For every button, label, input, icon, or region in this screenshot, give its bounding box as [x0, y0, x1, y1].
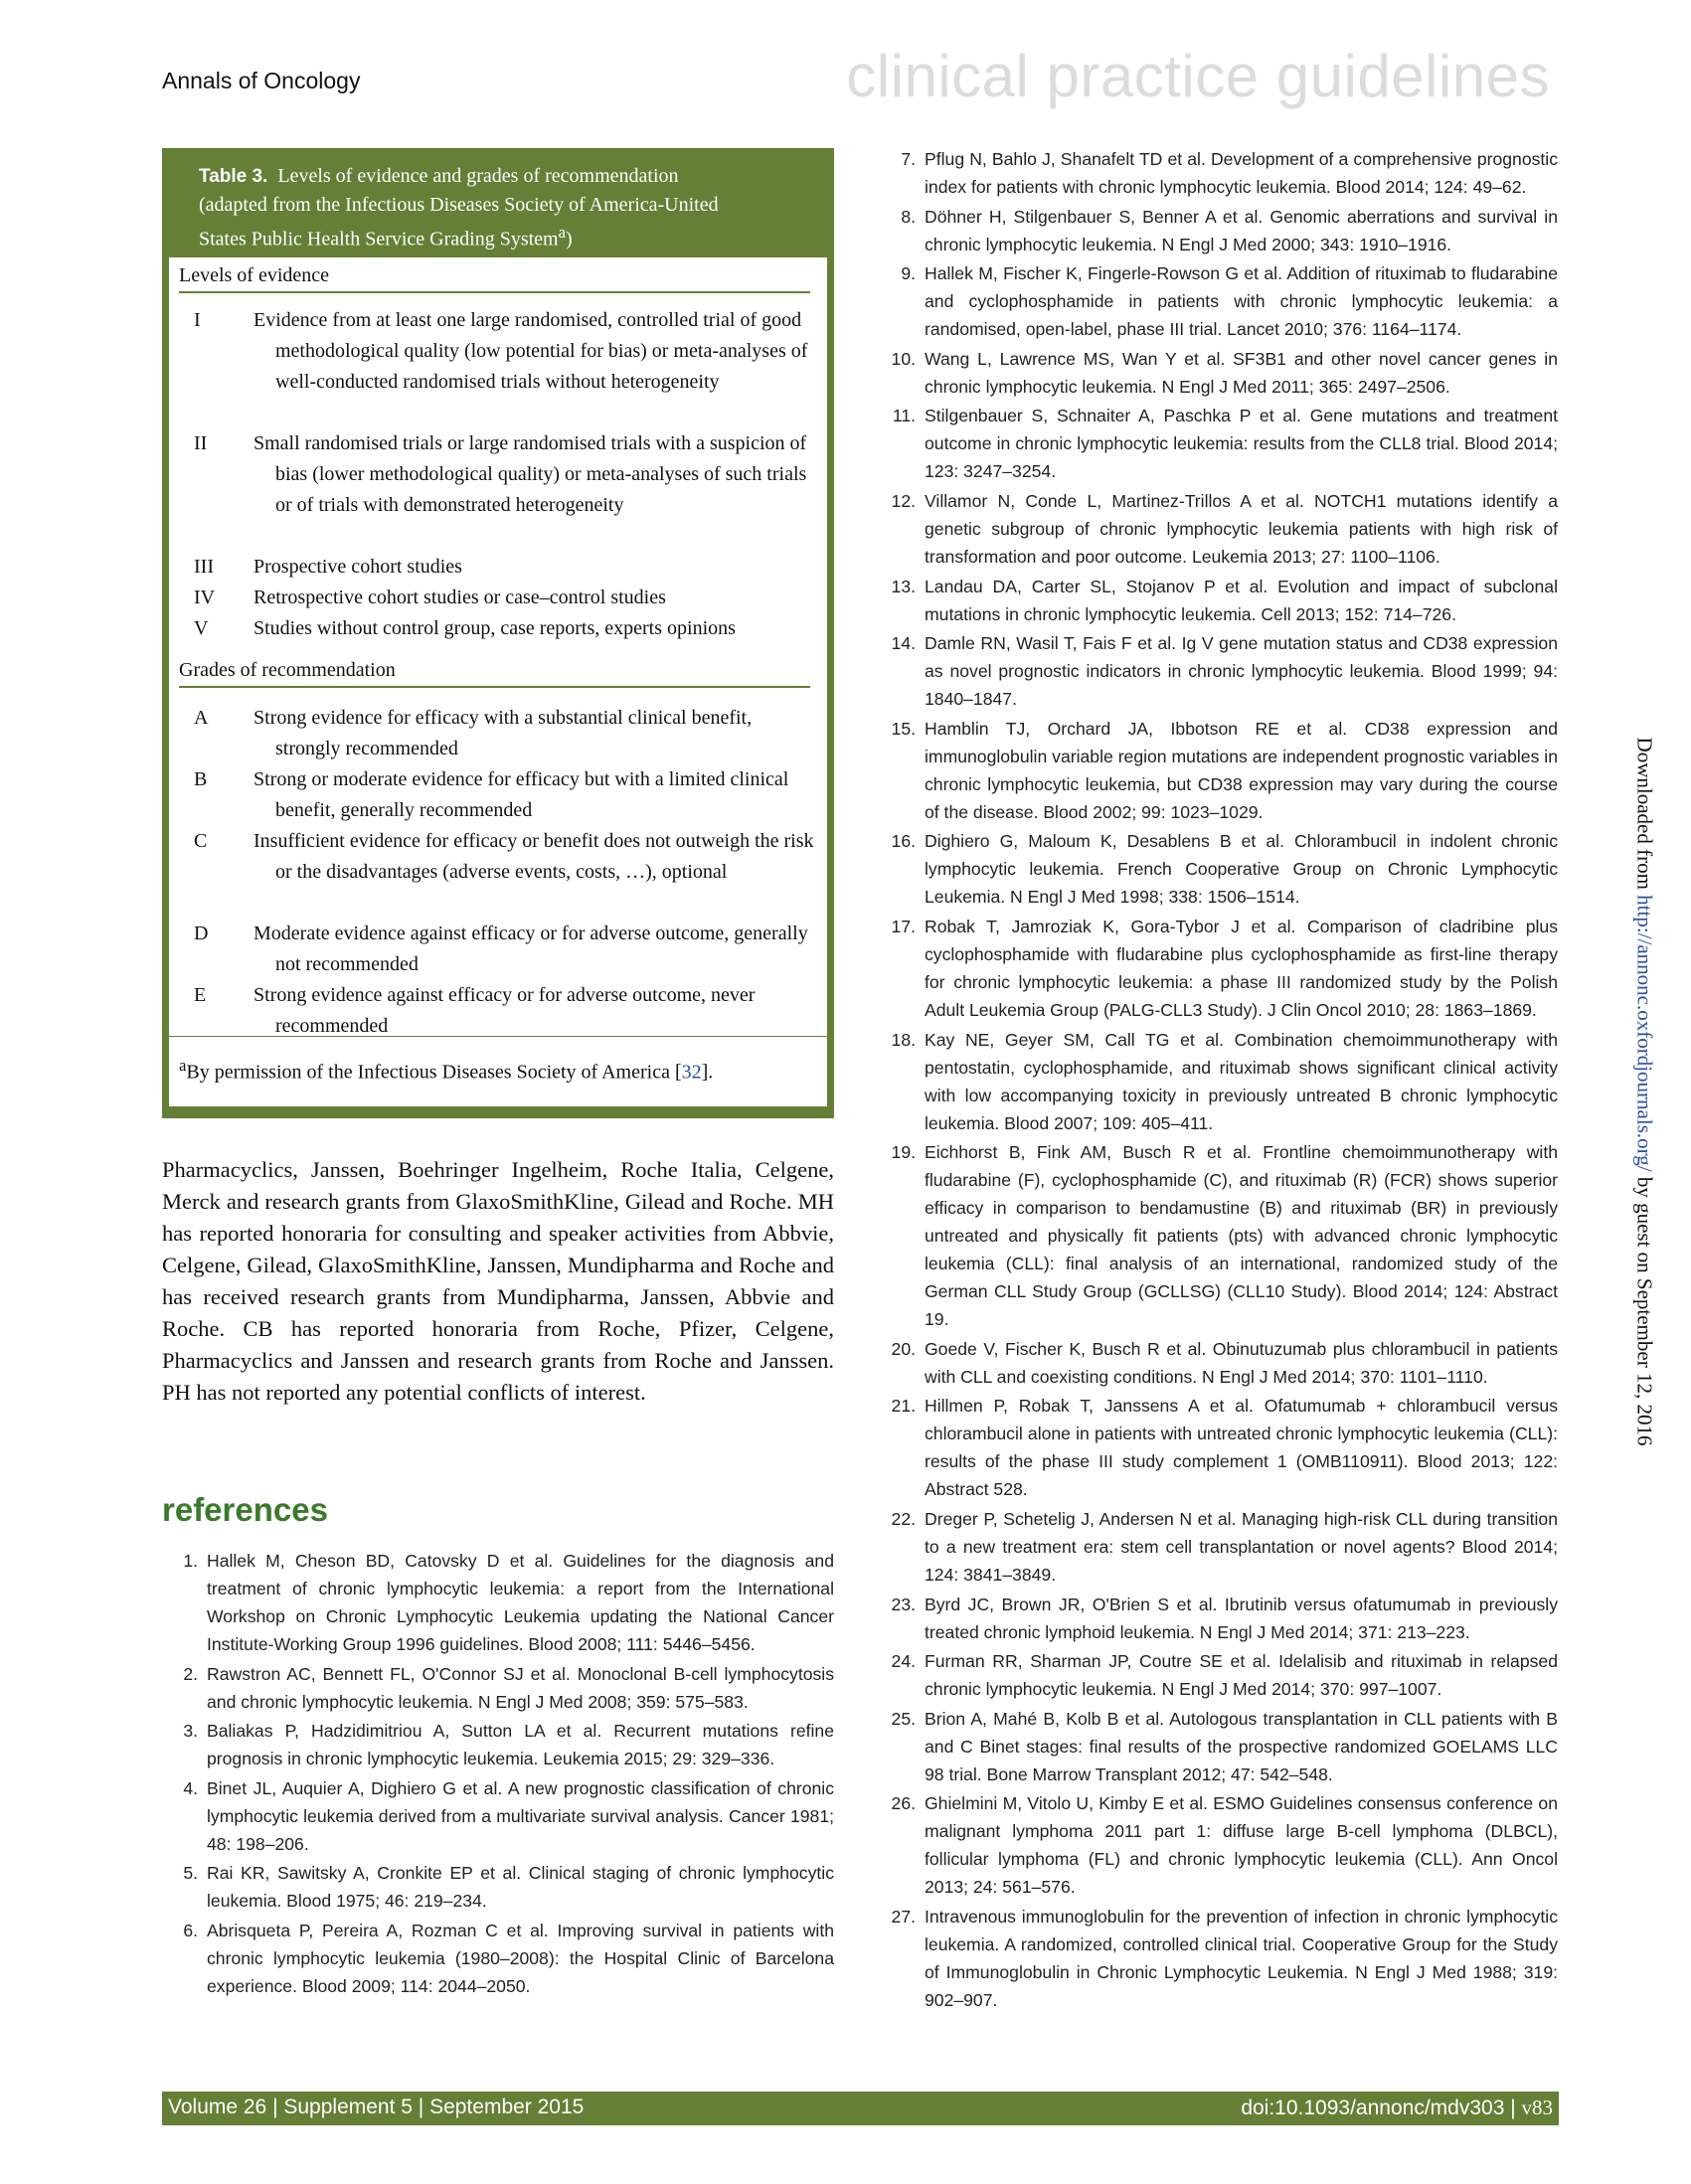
- reference-number: 26.: [891, 1793, 916, 1814]
- reference-item: [880, 145, 1558, 201]
- reference-number: 9.: [901, 263, 916, 284]
- reference-item: [162, 1774, 834, 1858]
- page-number: v83: [1521, 2096, 1553, 2119]
- reference-text: Döhner H, Stilgenbauer S, Benner A et al. Genomic aberrations and survival in chronic lymphocytic leukemia. N Engl J Med 2000; 343: 1910–1916.: [925, 206, 1558, 254]
- grade-text: Strong evidence for efficacy with a substantial clinical benefit, strongly recommended: [254, 707, 753, 759]
- reference-item: [880, 1591, 1558, 1646]
- table-row: [169, 919, 817, 980]
- reference-text: Rawstron AC, Bennett FL, O'Connor SJ et al. Monoclonal B-cell lymphocytosis and chronic lymphocytic leukemia. N Engl J Med 2008; 359: 575–583.: [207, 1663, 834, 1712]
- footnote-end: ].: [701, 1061, 714, 1084]
- download-link[interactable]: http://annonc.oxfordjournals.org/: [1632, 895, 1657, 1172]
- table-row: [169, 703, 817, 764]
- reference-number: 12.: [891, 490, 916, 511]
- table-row: [169, 613, 817, 644]
- reference-number: 5.: [183, 1863, 198, 1884]
- level-text: Prospective cohort studies: [254, 556, 462, 578]
- reference-number: 14.: [891, 633, 916, 654]
- reference-text: Goede V, Fischer K, Busch R et al. Obinutuzumab plus chlorambucil in patients with CLL and coexisting conditions. N Engl J Med 2014; 370: 1101–1110.: [925, 1338, 1558, 1387]
- reference-item: [880, 1335, 1558, 1391]
- reference-text: Baliakas P, Hadzidimitriou A, Sutton LA et al. Recurrent mutations refine prognosis in chronic lymphocytic leukemia. Leukemia 2015; 29: 329–336.: [207, 1721, 834, 1769]
- footer-issue: Volume 26 | Supplement 5 | September 2015: [168, 2096, 585, 2118]
- reference-number: 17.: [891, 916, 916, 936]
- reference-text: Hallek M, Cheson BD, Catovsky D et al. Guidelines for the diagnosis and treatment of chronic lymphocytic leukemia: a report from the International Workshop on Chronic Lymphocytic Leukemia updating the National Cancer Institute-Working Group 1996 guidelines. Blood 2008; 111: 5446–5456.: [207, 1551, 834, 1654]
- evidence-table: [162, 148, 834, 1118]
- reference-number: 3.: [183, 1721, 198, 1742]
- reference-item: [880, 573, 1558, 628]
- reference-text: Damle RN, Wasil T, Fais F et al. Ig V gene mutation status and CD38 expression as novel prognostic indicators in chronic lymphocytic leukemia. Blood 1999; 94: 1840–1847.: [925, 633, 1558, 710]
- level-text: Retrospective cohort studies or case–control studies: [254, 587, 666, 608]
- reference-text: Robak T, Jamroziak K, Gora-Tybor J et al. Comparison of cladribine plus cyclophosphamide with fludarabine plus cyclophosphamide as first-line therapy for chronic lymphocytic leukemia: a phase III randomized study by the Polish Adult Leukemia Group (PALG-CLL3 Study). J Clin Oncol 2010; 28: 1863–1869.: [925, 916, 1558, 1020]
- reference-text: Hallek M, Fischer K, Fingerle-Rowson G et al. Addition of rituximab to fludarabine and cyclophosphamide in patients with chronic lymphocytic leukemia: a randomised, open-label, phase III trial. Lancet 2010; 376: 1164–1174.: [925, 263, 1558, 340]
- level-label: I: [194, 309, 201, 331]
- reference-item: [880, 487, 1558, 571]
- reference-text: Brion A, Mahé B, Kolb B et al. Autologous transplantation in CLL patients with B and C Binet stages: final results of the prospective randomized GOELAMS LLC 98 trial. Bone Marrow Transplant 2012; 47: 542–548.: [925, 1708, 1558, 1784]
- references-right-column: [880, 145, 1558, 2015]
- reference-item: [880, 629, 1558, 713]
- reference-number: 19.: [891, 1142, 916, 1163]
- reference-item: [880, 345, 1558, 401]
- table-caption: [169, 162, 827, 255]
- references-left-column: [162, 1547, 834, 2002]
- reference-number: 27.: [891, 1906, 916, 1927]
- reference-number: 18.: [891, 1029, 916, 1050]
- grade-text: Strong or moderate evidence for efficacy but with a limited clinical benefit, generally recommended: [254, 768, 789, 821]
- table-caption-end: ): [566, 228, 573, 251]
- reference-text: Dreger P, Schetelig J, Andersen N et al. Managing high-risk CLL during transition to a new treatment era: stem cell transplantation or novel agents? Blood 2014; 124: 3841–3849.: [925, 1508, 1558, 1585]
- reference-text: Wang L, Lawrence MS, Wan Y et al. SF3B1 and other novel cancer genes in chronic lymphocytic leukemia. N Engl J Med 2011; 365: 2497–2506.: [925, 348, 1558, 397]
- grade-label: E: [194, 984, 207, 1006]
- table-row: [169, 764, 817, 826]
- grade-label: D: [194, 923, 209, 944]
- footer-doi: doi:10.1093/annonc/mdv303 |: [1241, 2097, 1522, 2119]
- level-label: IV: [194, 587, 216, 608]
- reference-item: [880, 1647, 1558, 1703]
- level-text: Small randomised trials or large randomised trials with a suspicion of bias (lower methodological quality) or meta-analyses of such trials or of trials with demonstrated heterogeneity: [254, 432, 807, 516]
- reference-number: 13.: [891, 576, 916, 596]
- reference-item: [162, 1660, 834, 1716]
- level-text: Evidence from at least one large randomised, controlled trial of good methodological quality (low potential for bias) or meta-analyses of well-conducted randomised trials without heterogeneity: [254, 309, 808, 393]
- reference-number: 23.: [891, 1594, 916, 1614]
- reference-item: [880, 1903, 1558, 2014]
- grade-text: Moderate evidence against efficacy or for adverse outcome, generally not recommended: [254, 923, 808, 975]
- reference-item: [162, 1547, 834, 1658]
- download-notice: [1632, 738, 1657, 1446]
- reference-text: Ghielmini M, Vitolo U, Kimby E et al. ESMO Guidelines consensus conference on malignant lymphoma 2011 part 1: diffuse large B-cell lymphoma (DLBCL), follicular lymphoma (FL) and chronic lymphocytic leukemia (CLL). Ann Oncol 2013; 24: 561–576.: [925, 1793, 1558, 1898]
- table-row: [169, 826, 817, 888]
- footnote-sup: a: [179, 1056, 187, 1075]
- reference-number: 4.: [183, 1777, 198, 1798]
- table-caption-line3: States Public Health Service Grading System: [199, 228, 559, 251]
- reference-text: Landau DA, Carter SL, Stojanov P et al. Evolution and impact of subclonal mutations in chronic lymphocytic leukemia. Cell 2013; 152: 714–726.: [925, 576, 1558, 624]
- reference-number: 24.: [891, 1651, 916, 1672]
- level-label: V: [194, 617, 209, 639]
- reference-number: 16.: [891, 831, 916, 852]
- reference-number: 6.: [183, 1920, 198, 1940]
- reference-number: 22.: [891, 1508, 916, 1529]
- reference-number: 7.: [901, 149, 916, 169]
- table-row: [169, 980, 817, 1042]
- reference-text: Dighiero G, Maloum K, Desablens B et al. Chlorambucil in indolent chronic lymphocytic leukemia. French Cooperative Group on Chronic Lymphocytic Leukemia. N Engl J Med 1998; 338: 1506–1514.: [925, 831, 1558, 908]
- level-label: II: [194, 432, 208, 454]
- reference-item: [162, 1859, 834, 1915]
- reference-number: 15.: [891, 718, 916, 739]
- section-title: clinical practice guidelines: [846, 43, 1550, 109]
- reference-text: Pflug N, Bahlo J, Shanafelt TD et al. Development of a comprehensive prognostic index for patients with chronic lymphocytic leukemia. Blood 2014; 124: 49–62.: [925, 149, 1558, 197]
- reference-item: [880, 1392, 1558, 1503]
- reference-text: Intravenous immunoglobulin for the prevention of infection in chronic lymphocytic leukemia. A randomized, controlled clinical trial. Cooperative Group for the Study of Immunoglobulin in Chronic Lymphocytic Leukemia. N Engl J Med 1988; 319: 902–907.: [925, 1906, 1558, 2010]
- grade-label: C: [194, 830, 208, 852]
- table-label: Table 3.: [199, 166, 268, 187]
- reference-text: Kay NE, Geyer SM, Call TG et al. Combination chemoimmunotherapy with pentostatin, cyclophosphamide, and rituximab shows significant clinical activity with low accompanying toxicity in previously untreated B chronic lymphocytic leukemia. Blood 2007; 109: 405–411.: [925, 1029, 1558, 1133]
- reference-item: [880, 402, 1558, 485]
- reference-number: 21.: [891, 1396, 916, 1417]
- download-prefix: Downloaded from: [1632, 737, 1657, 896]
- reference-item: [880, 715, 1558, 826]
- reference-text: Eichhorst B, Fink AM, Busch R et al. Frontline chemoimmunotherapy with fludarabine (F), cyclophosphamide (C), and rituximab (R) (FCR) shows superior efficacy in comparison to bendamustine (B) and rituximab (BR) in previously untreated and physically fit patients (pts) with advanced chronic lymphocytic leukemia (CLL): final analysis of an international, randomized study of the German CLL Study Group (GCLLSG) (CLL10 Study). Blood 2014; 124: Abstract 19.: [925, 1142, 1558, 1330]
- reference-item: [880, 1789, 1558, 1901]
- disclosure-paragraph: Pharmacyclics, Janssen, Boehringer Ingelheim, Roche Italia, Celgene, Merck and research grants from GlaxoSmithKline, Gilead and Roche. MH has reported honoraria for consulting and speaker activities from Abbvie, Celgene, Gilead, GlaxoSmithKline, Janssen, Mundipharma and Roche and has received research grants from Mundipharma, Janssen, Abbvie and Roche. CB has reported honoraria from Roche, Pfizer, Celgene, Pharmacyclics and Janssen and research grants from Roche and Janssen. PH has not reported any potential conflicts of interest.: [162, 1157, 834, 1405]
- grade-label: A: [194, 707, 209, 729]
- reference-text: Rai KR, Sawitsky A, Cronkite EP et al. Clinical staging of chronic lymphocytic leukemia. Blood 1975; 46: 219–234.: [207, 1863, 834, 1912]
- grade-text: Insufficient evidence for efficacy or benefit does not outweigh the risk or the disadvantages (adverse events, costs, …), optional: [254, 830, 814, 883]
- footnote-text: By permission of the Infectious Diseases Society of America [: [186, 1061, 682, 1084]
- reference-item: [880, 1505, 1558, 1589]
- reference-number: 20.: [891, 1338, 916, 1359]
- level-text: Studies without control group, case reports, experts opinions: [254, 617, 736, 639]
- reference-text: Furman RR, Sharman JP, Coutre SE et al. Idelalisib and rituximab in relapsed chronic lymphocytic leukemia. N Engl J Med 2014; 370: 997–1007.: [925, 1651, 1558, 1700]
- reference-item: [880, 827, 1558, 911]
- reference-item: [880, 1026, 1558, 1137]
- grades-heading: Grades of recommendation: [179, 659, 810, 688]
- table-caption-line1: Levels of evidence and grades of recommendation: [277, 165, 679, 187]
- table-caption-line2: (adapted from the Infectious Diseases Society of America-United: [199, 194, 719, 216]
- reference-item: [880, 259, 1558, 343]
- grade-text: Strong evidence against efficacy or for adverse outcome, never recommended: [254, 984, 756, 1037]
- grade-label: B: [194, 768, 208, 790]
- journal-name: Annals of Oncology: [162, 68, 361, 93]
- level-label: III: [194, 556, 214, 578]
- reference-item: [880, 1138, 1558, 1333]
- levels-heading: Levels of evidence: [179, 264, 810, 293]
- table-row: [169, 552, 817, 583]
- reference-item: [880, 203, 1558, 258]
- reference-text: Hamblin TJ, Orchard JA, Ibbotson RE et al. CD38 expression and immunoglobulin variable region mutations are independent prognostic variables in chronic lymphocytic leukemia, but CD38 expression may vary during the course of the disease. Blood 2002; 99: 1023–1029.: [925, 718, 1558, 822]
- table-body: [169, 257, 827, 1106]
- reference-text: Stilgenbauer S, Schnaiter A, Paschka P et al. Gene mutations and treatment outcome in chronic lymphocytic leukemia: results from the CLL8 trial. Blood 2014; 123: 3247–3254.: [925, 406, 1558, 482]
- reference-item: [162, 1917, 834, 2000]
- reference-number: 8.: [901, 206, 916, 227]
- reference-text: Byrd JC, Brown JR, O'Brien S et al. Ibrutinib versus ofatumumab in previously treated chronic lymphoid leukemia. N Engl J Med 2014; 371: 213–223.: [925, 1594, 1558, 1642]
- reference-item: [162, 1717, 834, 1772]
- table-caption-sup: a: [558, 223, 567, 242]
- reference-item: [880, 1705, 1558, 1788]
- reference-text: Hillmen P, Robak T, Janssens A et al. Ofatumumab + chlorambucil versus chlorambucil alone in patients with untreated chronic lymphocytic leukemia (CLL): results of the phase III study complement 1 (OMB110911). Blood 2013; 122: Abstract 528.: [925, 1396, 1558, 1500]
- reference-text: Binet JL, Auquier A, Dighiero G et al. A new prognostic classification of chronic lymphocytic leukemia derived from a multivariate survival analysis. Cancer 1981; 48: 198–206.: [207, 1777, 834, 1854]
- table-row: [169, 305, 817, 398]
- reference-number: 10.: [891, 348, 916, 369]
- reference-text: Villamor N, Conde L, Martinez-Trillos A et al. NOTCH1 mutations identify a genetic subgroup of chronic lymphocytic leukemia patients with high risk of transformation and poor outcome. Leukemia 2013; 27: 1100–1106.: [925, 490, 1558, 567]
- reference-number: 25.: [891, 1708, 916, 1729]
- reference-number: 11.: [892, 406, 916, 426]
- reference-number: 2.: [183, 1663, 198, 1684]
- reference-text: Abrisqueta P, Pereira A, Rozman C et al. Improving survival in patients with chronic lymphocytic leukemia (1980–2008): the Hospital Clinic of Barcelona experience. Blood 2009; 114: 2044–2050.: [207, 1920, 834, 1996]
- reference-number: 1.: [183, 1551, 198, 1571]
- table-row: [169, 428, 817, 521]
- references-heading: references: [162, 1491, 328, 1528]
- reference-item: [880, 913, 1558, 1024]
- footnote-ref-link[interactable]: 32: [681, 1061, 702, 1084]
- table-footnote-divider: [162, 1036, 834, 1037]
- table-footnote: [179, 1056, 713, 1085]
- table-row: [169, 583, 817, 613]
- footer-bar: [162, 2092, 1559, 2125]
- download-suffix: by guest on September 12, 2016: [1632, 1171, 1657, 1446]
- footer-doi-page: [1241, 2096, 1553, 2120]
